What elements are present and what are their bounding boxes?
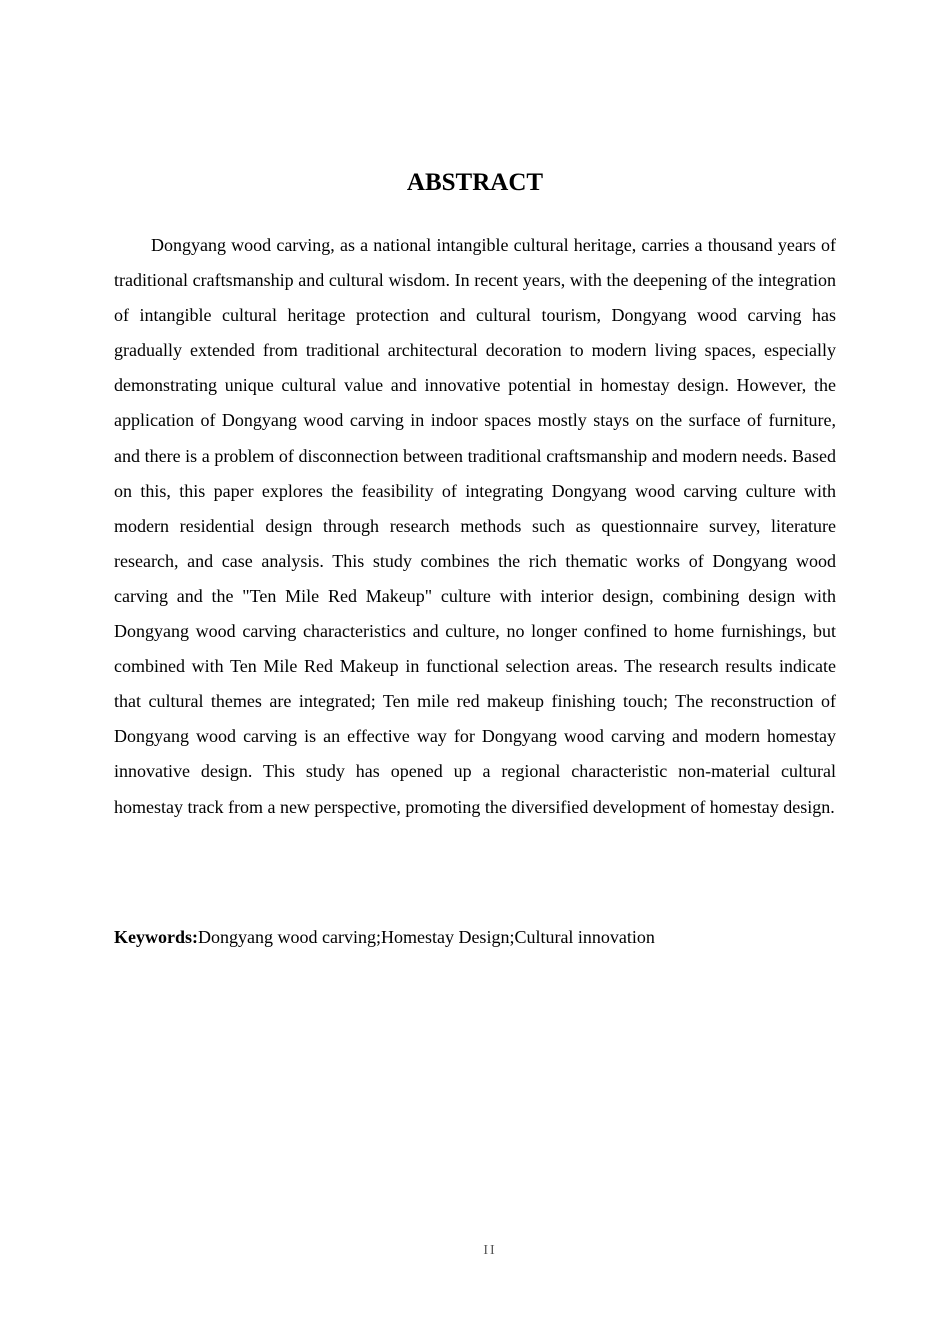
keywords-value: Dongyang wood carving;Homestay Design;Cultural innovation <box>198 927 655 947</box>
abstract-body: Dongyang wood carving, as a national intangible cultural heritage, carries a thousand years of traditional craftsmanship and cultural wisdom. In recent years, with the deepening of the integration of intangible cultural heritage protection and cultural tourism, Dongyang wood carving has gradually extended from traditional architectural decoration to modern living spaces, especially demonstrating unique cultural value and innovative potential in homestay design. However, the application of Dongyang wood carving in indoor spaces mostly stays on the surface of furniture, and there is a problem of disconnection between traditional craftsmanship and modern needs. Based on this, this paper explores the feasibility of integrating Dongyang wood carving culture with modern residential design through research methods such as questionnaire survey, literature research, and case analysis. This study combines the rich thematic works of Dongyang wood carving and the "Ten Mile Red Makeup" culture with interior design, combining design with Dongyang wood carving characteristics and culture, no longer confined to home furnishings, but combined with Ten Mile Red Makeup in functional selection areas. The research results indicate that cultural themes are integrated; Ten mile red makeup finishing touch; The reconstruction of Dongyang wood carving is an effective way for Dongyang wood carving and modern homestay innovative design. This study has opened up a regional characteristic non-material cultural homestay track from a new perspective, promoting the diversified development of homestay design. <box>114 235 836 817</box>
keywords-line <box>114 920 836 955</box>
page-number: II <box>483 1243 497 1258</box>
keywords-label: Keywords: <box>114 927 198 947</box>
page-title: ABSTRACT <box>406 169 544 196</box>
